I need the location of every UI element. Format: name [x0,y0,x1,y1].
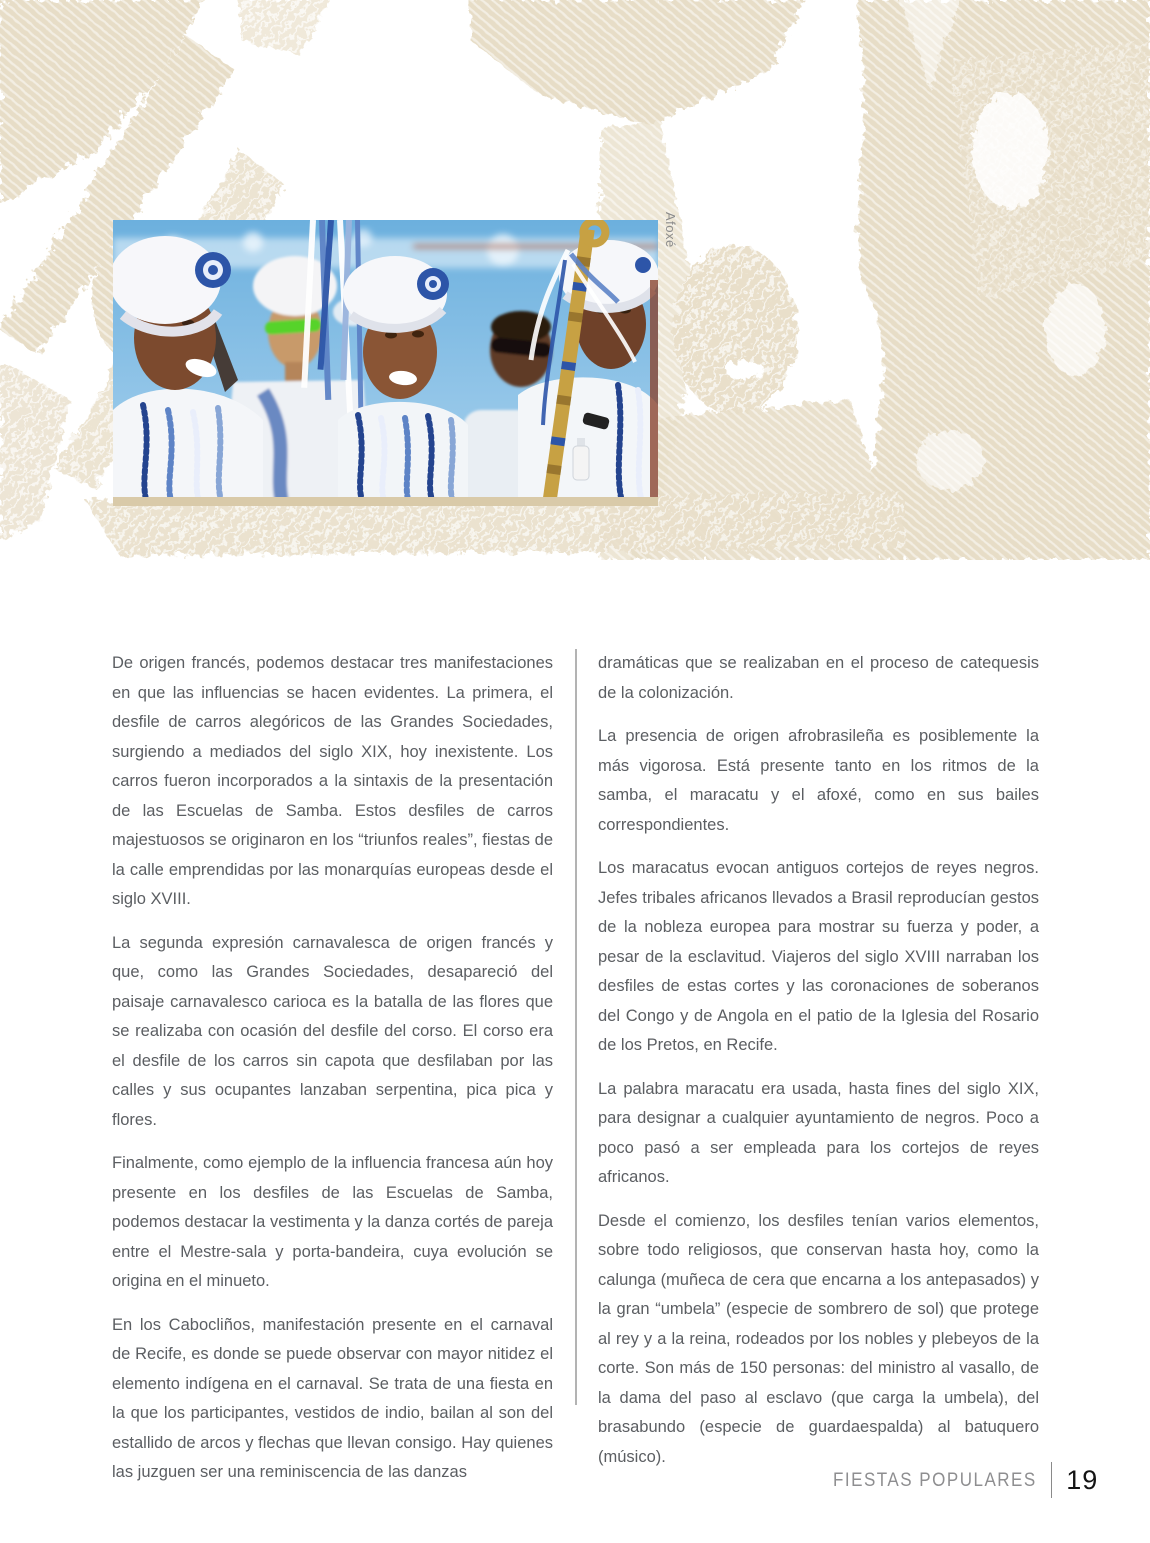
paragraph: La presencia de origen afrobrasileña es posiblemente la más vigorosa. Está presente tanto en los ritmos de la samba, el maracatu y el afoxé, como en sus bailes correspondientes. [598,727,1039,834]
page-footer [833,1460,1098,1500]
paragraph: La palabra maracatu era usada, hasta fines del siglo XIX, para designar a cualquier ayuntamiento de negros. Poco a poco pasó a ser empleada para los cortejos de reyes africanos. [598,1079,1039,1186]
paragraph: Los maracatus evocan antiguos cortejos de reyes negros. Jefes tribales africanos llevados a Brasil reproducían gestos de la nobleza europea para mostrar su fuerza y poder, a pesar de la esclavitud. Viajeros del siglo XVIII narraban los desfiles de estas cortes y las coronaciones de soberanos del Congo y de Angola en el patio de la Iglesia del Rosario de los Pretos, en Recife. [598,859,1039,1054]
footer-divider-line [1051,1462,1053,1498]
afoxe-carnival-photo [113,220,658,506]
footer-section-title: FIESTAS POPULARES [833,1468,1037,1491]
column-divider-line [575,649,577,1405]
page-number: 19 [1066,1464,1099,1495]
paragraph: dramáticas que se realizaban en el proceso de catequesis de la colonización. [598,654,1039,702]
text-column-right [598,649,1039,1472]
paragraph: Desde el comienzo, los desfiles tenían varios elementos, sobre todo religiosos, que conservan hasta hoy, como la calunga (muñeca de cera que encarna a los antepasados) y la gran “umbela” (especie de sombrero de sol) que protege al rey y a la reina, rodeados por los nobles y plebeyos de la corte. Son más de 150 personas: del ministro al vasallo, de la dama del paso al esclavo (que carga la umbela), del brasabundo (especie de guardaespalda) al batuquero (músico). [598,1211,1039,1466]
paragraph: Finalmente, como ejemplo de la influencia francesa aún hoy presente en los desfiles de las Escuelas de Samba, podemos destacar la vestimenta y la danza cortés de pareja entre el Mestre-sala y porta-bandeira, cuya evolución se origina en el minueto. [112,1154,553,1290]
paragraph: De origen francés, podemos destacar tres manifestaciones en que las influencias se hacen evidentes. La primera, el desfile de carros alegóricos de las Grandes Sociedades, surgiendo a mediados del siglo XIX, hoy inexistente. Los carros fueron incorporados a la sintaxis de la presentación de las Escuelas de Samba. Estos desfiles de carros majestuosos se originaron en los “triunfos reales”, fiestas de la calle emprendidas por las monarquías europeas desde el siglo XVIII. [112,654,553,908]
photo-caption: Afoxé [663,212,678,248]
text-column-left [112,649,553,1488]
paragraph: La segunda expresión carnavalesca de origen francés y que, como las Grandes Sociedades, desapareció del paisaje carnavalesco carioca es la batalla de las flores que se realizaba con ocasión del desfile del corso. El corso era el desfile de los carros sin capota que desfilaban por las calles y sus ocupantes lanzaban serpentina, pica pica y flores. [112,933,553,1129]
paragraph: En los Cabocliños, manifestación presente en el carnaval de Recife, es donde se puede observar con mayor nitidez el elemento indígena en el carnaval. Se trata de una fiesta en la que los participantes, vestidos de indio, bailan al son del estallido de arcos y flechas que llevan consigo. Hay quienes las juzguen ser una reminiscencia de las danzas [112,1315,553,1481]
